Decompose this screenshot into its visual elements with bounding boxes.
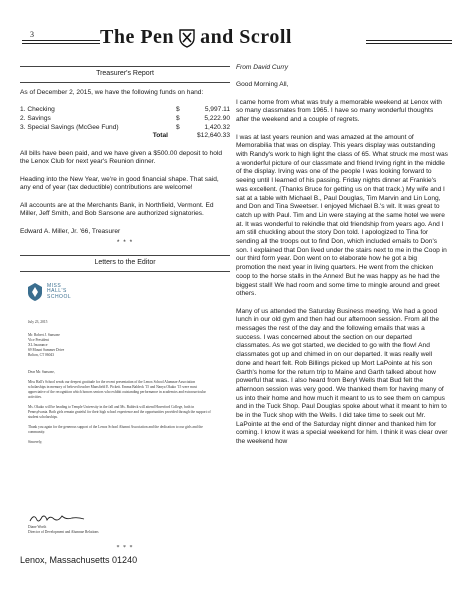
- section-divider-stars: * * *: [116, 238, 134, 246]
- masthead-rule-right: [366, 40, 452, 41]
- masthead-rule-left-2: [22, 43, 100, 44]
- letter-divider-stars: * * *: [116, 544, 134, 551]
- fund-value: 5,222.90: [204, 114, 230, 122]
- right-column: [236, 64, 448, 456]
- masthead-rule-right-2: [366, 43, 452, 44]
- masthead: [14, 26, 454, 56]
- title-right: and Scroll: [200, 26, 292, 48]
- article-paragraph-3: Many of us attended the Saturday Business meeting. We had a good lunch in our old gym and then had our afternoon session. From all the messages the rest of the day and the following emails that was a success. I was concerned about the section on our departed classmates. As we got started, we decided to go with the flow! And classmates got up and chimed in on our departed. It was really well done and heart felt. Rob Billings picked up Mort LaPointe at his son Garth's home for the return trip to Maine and Garth talked about how powerful that was. I also heard from Beryl Wells that Bud felt the afternoon session was very good. We thanked them for having many of us into their home and how much it meant to us to see them on campus and in the Tuck Shop. Paul Douglas spoke about what it meant to him to be in the Tuck shop with the Wells. I did take time to seek out Mr. LaPointe at the end of the Saturday night dinner and thanked him for coming. I know it was a special weekend for him. I think it was clear over the weekend how: [236, 307, 448, 446]
- fund-row: [20, 115, 230, 124]
- treasurer-intro: As of December 2, 2015, we have the following funds on hand:: [20, 88, 204, 96]
- title-left: The Pen: [100, 26, 175, 48]
- left-column: [20, 66, 230, 573]
- fund-total-value: $12,640.33: [196, 132, 230, 140]
- signer-name: Diane Worth: [28, 524, 47, 529]
- address-line: 69 Mount Summer Drive: [28, 347, 65, 352]
- signer-title: Director of Development and Alumnae Relations: [28, 529, 99, 534]
- address-line: XL Insurance: [28, 342, 48, 347]
- fund-value: 5,997.11: [204, 106, 230, 114]
- address-line: Mr. Robert J. Sansone: [28, 332, 60, 337]
- fund-row: [20, 124, 230, 133]
- signature-icon: [28, 512, 88, 524]
- article-paragraph-1: I came home from what was truly a memorable weekend at Lenox with so many classmates from 1965. I have so many wonderful thoughts after the weekend and a couple of regrets.: [236, 98, 442, 124]
- scanned-letter: [20, 278, 230, 573]
- fund-name: 1. Checking: [20, 106, 55, 114]
- letter-paragraph: Ms. Okuko will be heading to Temple University in the fall and Ms. Baldeck will attend Haverford College, both in Pennsylvania. Both girls remain grateful for their high school experience and the opportunities provided through the support of student scholarships.: [28, 404, 211, 419]
- fund-value: 1,420.32: [204, 123, 230, 131]
- treasurer-para-2: Heading into the New Year, we're in good financial shape. That said, any end of year (tax deductible) contributions are welcome!: [20, 175, 219, 192]
- letter-date: July 23, 2015: [28, 319, 48, 324]
- fund-total-row: [20, 132, 230, 141]
- treasurer-signoff: Edward A. Miller, Jr. '66, Treasurer: [20, 227, 121, 235]
- newsletter-title: [100, 26, 366, 49]
- fund-currency: $: [176, 106, 180, 114]
- funds-list: [20, 106, 230, 141]
- letter-closing: Sincerely,: [28, 439, 43, 444]
- letter-address: [28, 333, 64, 358]
- logo-line-1: MISS: [47, 282, 62, 289]
- address-line: Vice President: [28, 337, 49, 342]
- school-logo-text: [47, 284, 71, 301]
- logo-line-3: SCHOOL: [47, 293, 72, 300]
- fund-currency: $: [176, 123, 180, 131]
- article-author: From David Curry: [236, 64, 289, 71]
- masthead-rule-left: [22, 40, 100, 41]
- fund-currency: $: [176, 114, 180, 122]
- letter-paragraph: Thank you again for the generous support of the Lenox School Alumni Association and the dedication to our girls and the community.: [28, 424, 203, 434]
- letter-signer: [28, 525, 99, 535]
- letter-body: [28, 370, 213, 450]
- letters-heading: Letters to the Editor: [20, 255, 230, 272]
- school-crest-icon: [26, 282, 44, 302]
- school-logo: [26, 282, 71, 302]
- article-paragraph-2: I was at last years reunion and was amazed at the amount of Memorabilia that was on display. This years display was outstanding with Randy's work to high light the class of 65. What struck me most was a wonderful picture of our classmate and friend Irving right in the middle of the display. Irving was one of the people I was looking forward to seeing until I learned of his passing. Friday nights dinner at Frankie's was excellent. (Thanks Bruce for getting us on that track.) My wife and I sat at a table with Michael B., Paul Douglas, Tim Marvin and Lin Long, and Don and Tina Sweetser. I enjoyed Michael B.'s wit. It was great to catch up with Paul. Tim and Lin were staying at the same hotel we were at. It was wonderful to rekindle that old friendship from years ago. And I am still chuckling about the story Don told. I apologized to Tina for sending all the troops out to find Don, which included emails to Don's son. I explained that Don lived under the stairs next to me in the Coop in our third form year. Don went on to elaborate how he got a big promotion the next year in living quarters. He went from the chicken coop to the horse stalls in the Annex! But he was happy as he had the biggest stall! We had room and some time to mingle around and greet others.: [236, 133, 448, 298]
- letter-salutation: Dear Mr. Sansone,: [28, 369, 55, 374]
- crest-icon: [178, 28, 196, 48]
- fund-name: 3. Special Savings (McGee Fund): [20, 123, 119, 131]
- treasurer-heading: Treasurer's Report: [20, 66, 230, 83]
- article-greeting: Good Morning All,: [236, 81, 289, 89]
- page-number: 3: [30, 30, 34, 39]
- treasurer-para-3: All accounts are at the Merchants Bank, in Northfield, Vermont. Ed Miller, Jeff Smith, and Bob Sansone are authorized signatories.: [20, 201, 214, 218]
- fund-total-label: Total: [152, 132, 168, 140]
- letter-paragraph: Miss Hall's School sends our deepest gratitude for the recent presentation of the Lenox School Alumnae Association scholarships in memory of beloved teacher Mansfield E. Pickett. Emma Baldeck '15 and Nanya Okuko '15 were most appreciative of the recognition which honors seniors who exhibit outstanding performance in academics and extracurricular activities.: [28, 379, 206, 399]
- letter-location: Lenox, Massachusetts 01240: [20, 554, 138, 565]
- logo-line-2: HALL'S: [47, 288, 67, 295]
- fund-row: [20, 106, 230, 115]
- fund-name: 2. Savings: [20, 114, 51, 122]
- treasurer-para-1: All bills have been paid, and we have given a $500.00 deposit to hold the Lenox Club for next year's Reunion dinner.: [20, 149, 222, 166]
- address-line: Bolton, CT 06043: [28, 352, 54, 357]
